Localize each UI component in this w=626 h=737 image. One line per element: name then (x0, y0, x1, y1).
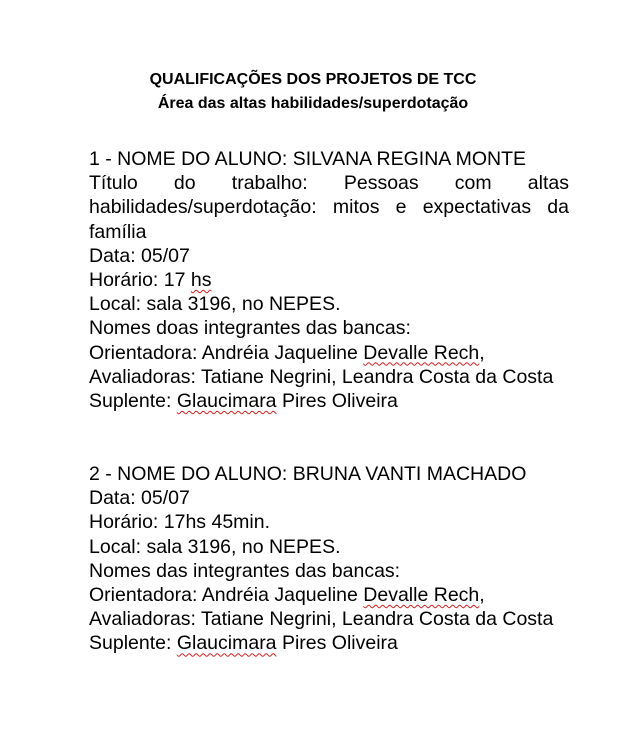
date: Data: 05/07 (89, 244, 190, 267)
entry-2 (89, 462, 569, 656)
substitute-flagged-name: Glaucimara (176, 632, 277, 655)
substitute-suffix: Pires Oliveira (276, 632, 398, 655)
advisor-flagged-name: Devalle Rech (363, 584, 480, 607)
date: Data: 05/07 (89, 487, 190, 510)
time-prefix: Horário: 17 (89, 269, 191, 292)
evaluators: Avaliadoras: Tatiane Negrini, Leandra Costa da Costa (89, 365, 554, 388)
substitute-prefix: Suplente: (89, 632, 177, 655)
advisor-suffix: , (479, 341, 485, 364)
student-name: 1 - NOME DO ALUNO: SILVANA REGINA MONTE (89, 148, 527, 170)
entry-1 (89, 147, 569, 413)
advisor-suffix: , (479, 584, 485, 607)
time-flagged-word: hs (190, 269, 212, 292)
time (89, 268, 569, 292)
substitute (89, 389, 569, 413)
document-subtitle: Área das altas habilidades/superdotação (157, 95, 469, 112)
document-header (0, 68, 626, 116)
document-title: QUALIFICAÇÕES DOS PROJETOS DE TCC (149, 71, 477, 88)
substitute-flagged-name: Glaucimara (176, 390, 277, 413)
advisor (89, 583, 569, 607)
advisor-flagged-name: Devalle Rech (363, 341, 480, 364)
advisor-prefix: Orientadora: Andréia Jaqueline (89, 341, 364, 364)
work-title: Título do trabalho: Pessoas com altas habilidades/superdotação: mitos e expectativas da família (89, 172, 569, 243)
student-name: 2 - NOME DO ALUNO: BRUNA VANTI MACHADO (89, 463, 527, 485)
location: Local: sala 3196, no NEPES. (89, 535, 341, 558)
evaluators: Avaliadoras: Tatiane Negrini, Leandra Costa da Costa (89, 608, 554, 631)
time: Horário: 17hs 45min. (89, 511, 271, 534)
committee-label: Nomes doas integrantes das bancas: (89, 317, 411, 340)
advisor (89, 341, 569, 365)
substitute (89, 631, 569, 655)
location: Local: sala 3196, no NEPES. (89, 293, 341, 316)
committee-label: Nomes das integrantes das bancas: (89, 559, 401, 582)
advisor-prefix: Orientadora: Andréia Jaqueline (89, 584, 364, 607)
substitute-prefix: Suplente: (89, 390, 177, 413)
substitute-suffix: Pires Oliveira (276, 390, 398, 413)
